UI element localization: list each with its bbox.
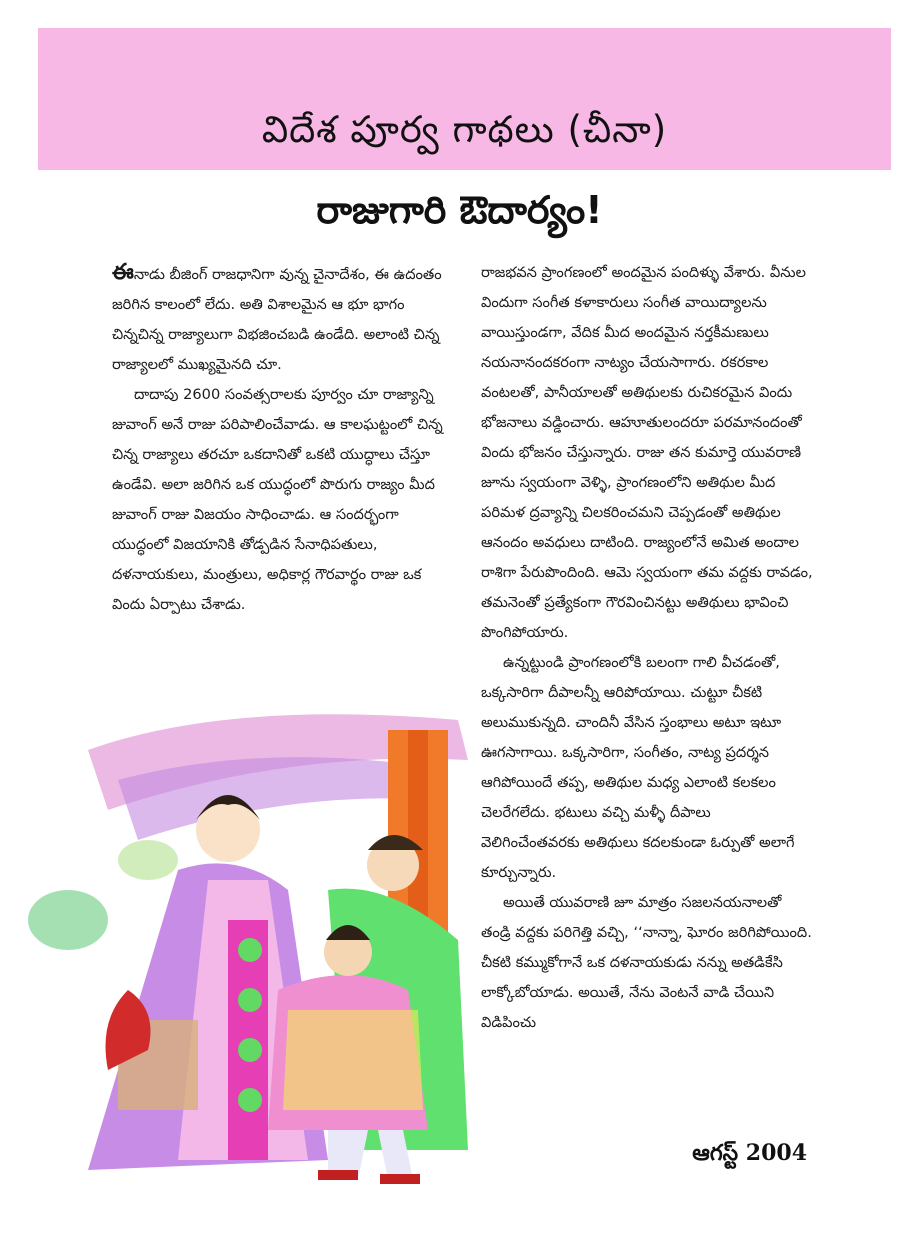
paragraph: అయితే యువరాణి జూ మాత్రం సజలనయనాలతో తండ్రి వద్దకు పరిగెత్తి వచ్చి, ‘‘నాన్నా, ఘోరం జరిగిపోయింది. చీకటి కమ్ముకోగానే ఒక దళనాయకుడు నన్ను అతడికేసి లాక్కోబోయాడు. అయితే, నేను వెంటనే వాడి చేయిని విడిపించు [481,894,812,1031]
header-banner [38,28,891,170]
series-title: విదేశ పూర్వ గాథలు (చీనా) [261,108,668,151]
paragraph: ఈనాడు బీజింగ్ రాజధానిగా వున్న చైనాదేశం, ఈ ఉదంతం జరిగిన కాలంలో లేదు. అతి విశాలమైన ఆ భూ భాగం చిన్నచిన్న రాజ్యాలుగా విభజించబడి ఉండేది. అలాంటి చిన్న రాజ్యాలలో ముఖ్యమైనది చూ. [112,260,442,373]
left-column [112,258,457,620]
story-illustration [28,690,478,1210]
story-title: రాజుగారి ఔదార్యం! [316,188,603,232]
dropcap: ఈ [112,260,134,285]
paragraph: దాదాపు 2600 సంవత్సరాలకు పూర్వం చూ రాజ్యాన్ని జువాంగ్ అనే రాజు పరిపాలించేవాడు. ఆ కాలఘట్టంలో చిన్న చిన్న రాజ్యాలు తరచూ ఒకదానితో ఒకటి యుద్ధాలు చేస్తూ ఉండేవి. అలా జరిగిన ఒక యుద్ధంలో పొరుగు రాజ్యం మీద జువాంగ్ రాజు విజయం సాధించాడు. ఆ సందర్భంగా యుద్ధంలో విజయానికి తోడ్పడిన సేనాధిపతులు, దళనాయకులు, మంత్రులు, అధికార్ల గౌరవార్థం రాజు ఒక విందు ఏర్పాటు చేశాడు. [112,386,443,613]
issue-date: ఆగస్ట్ 2004 [692,1140,807,1166]
paragraph: రాజభవన ప్రాంగణంలో అందమైన పందిళ్ళు వేశారు. వీనుల విందుగా సంగీత కళాకారులు సంగీత వాయిద్యాలను వాయిస్తుండగా, వేదిక మీద అందమైన నర్తకీమణులు నయనానందకరంగా నాట్యం చేయసాగారు. రకరకాల వంటలతో, పానీయాలతో అతిథులకు రుచికరమైన విందు భోజనాలు వడ్డించారు. ఆహూతులందరూ పరమానందంతో విందు భోజనం చేస్తున్నారు. రాజు తన కుమార్తె యువరాణి జూను స్వయంగా వెళ్ళి, ప్రాంగణంలోని అతిథుల మీద పరిమళ ద్రవ్యాన్ని చిలకరించమని చెప్పడంతో అతిథుల ఆనందం అవధులు దాటింది. రాజ్యంలోనే అమిత అందాల రాశిగా పేరుపొందింది. ఆమె స్వయంగా తమ వద్దకు రావడం, తమనెంతో ప్రత్యేకంగా గౌరవించినట్టు అతిథులు భావించి పొంగిపోయారు. [481,264,813,641]
right-column [481,258,813,1038]
paragraph: ఉన్నట్టుండి ప్రాంగణంలోకి బలంగా గాలి వీచడంతో, ఒక్కసారిగా దీపాలన్నీ ఆరిపోయాయి. చుట్టూ చీకటి అలుముకున్నది. చాందినీ వేసిన స్తంభాలు అటూ ఇటూ ఊగసాగాయి. ఒక్కసారిగా, సంగీతం, నాట్య ప్రదర్శన ఆగిపోయిందే తప్ప, అతిథుల మధ్య ఎలాంటి కలకలం చెలరేగలేదు. భటులు వచ్చి మళ్ళీ దీపాలు వెలిగించేంతవరకు అతిథులు కదలకుండా ఓర్పుతో అలాగే కూర్చున్నారు. [481,654,795,881]
